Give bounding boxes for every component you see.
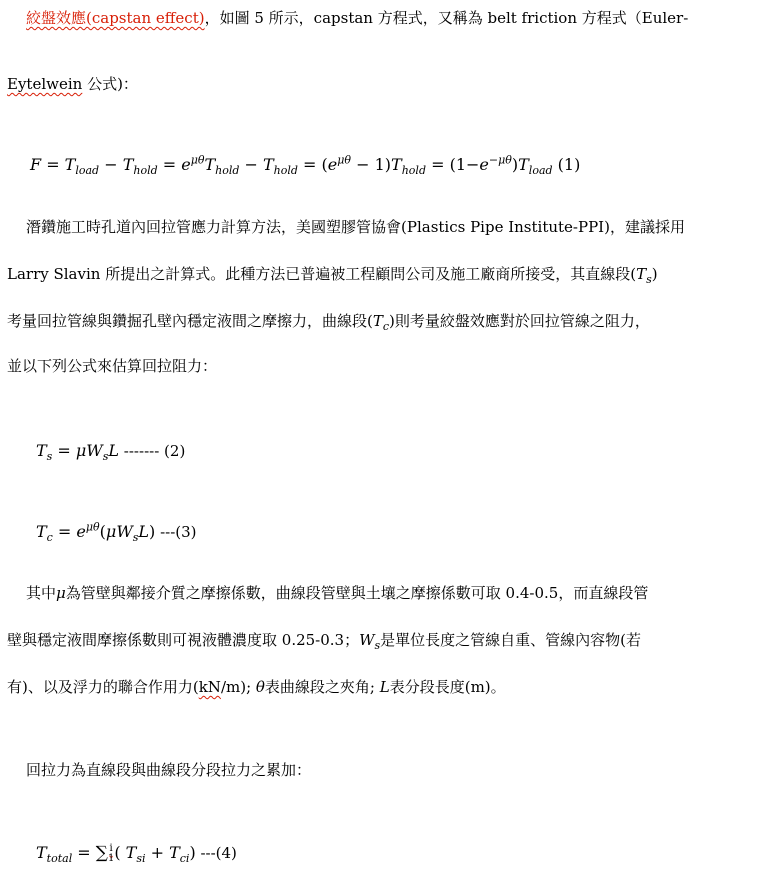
paragraph-1-line-2 (7, 74, 138, 94)
paragraph-4-line-1 (26, 760, 311, 780)
equation-4: $T_{total} = \sum\frac{i}{1}$( $T_{si} + T_{ci}$) ---(4) (36, 842, 237, 866)
paragraph-3-text-2b: 是單位長度之管線自重、管線內容物(若 (380, 631, 642, 649)
paragraph-2-line-1 (26, 217, 685, 237)
paragraph-3-text-3b: /m); (220, 678, 256, 696)
paragraph-3-line-3 (7, 677, 506, 697)
summation-symbol: ∑ (95, 843, 108, 863)
tc-symbol: $T_c$ (372, 312, 390, 333)
paragraph-1-text: ，如圖 5 所示，capstan 方程式，又稱為 belt friction 方程式（Euler- (204, 9, 689, 27)
paragraph-3-text-2a: 壁與穩定液間摩擦係數則可視液體濃度取 0.25-0.3； (7, 631, 360, 649)
eytelwein-name: Eytelwein (7, 75, 83, 93)
unit-kn: kN (198, 678, 221, 696)
capstan-term: 絞盤效應(capstan effect) (26, 9, 205, 27)
paragraph-2-line-2 (7, 264, 658, 284)
paragraph-3-text-1b: 為管壁與鄰接介質之摩擦係數，曲線段管壁與土壤之摩擦係數可取 0.4-0.5，而直線段管 (65, 584, 649, 602)
paragraph-3-text-1a: 其中 (26, 584, 57, 602)
paragraph-2-text-3a: 考量回拉管線與鑽掘孔壁內穩定液間之摩擦力，曲線段( (7, 312, 373, 330)
paragraph-4-text-1: 回拉力為直線段與曲線段分段拉力之累加： (26, 761, 312, 779)
paragraph-2-text-1: 潛鑽施工時孔道內回拉管應力計算方法，美國塑膠管協會(Plastics Pipe Institute-PPI)，建議採用 (26, 218, 685, 236)
mu-symbol: μ (56, 584, 66, 602)
summation-lower: 1 (107, 852, 115, 864)
paragraph-3-text-3d: 表分段長度(m)。 (389, 678, 506, 696)
equation-4-number: ---(4) (195, 844, 237, 862)
paragraph-3-line-1 (26, 583, 648, 603)
ws-symbol: $W_s$ (359, 631, 381, 652)
theta-symbol: θ (255, 678, 265, 696)
paragraph-2-line-4 (7, 356, 217, 376)
paragraph-2-line-3 (7, 311, 650, 331)
equation-3: $T_c = e^{\mu\theta}(\mu W_sL)$ ---(3) (36, 520, 197, 545)
paragraph-2-text-3b: )則考量絞盤效應對於回拉管線之阻力， (389, 312, 650, 330)
paragraph-1-line-1 (26, 8, 688, 28)
l-symbol: L (379, 678, 390, 696)
equation-3-number: ---(3) (155, 523, 197, 541)
paragraph-2-text-2: Larry Slavin 所提出之計算式。此種方法已普遍被工程顧問公司及施工廠商所接受，其直線段( (7, 265, 637, 283)
paragraph-2-text-4: 並以下列公式來估算回拉阻力： (7, 357, 218, 375)
paragraph-3-line-2 (7, 630, 641, 650)
equation-1-number: (1) (557, 155, 581, 174)
equation-1: $F = T_{load} - T_{hold} = e^{\mu\theta}T_{hold} - T_{hold} = (e^{\mu\theta} - 1)T_{hold} = (1-e^{-\mu\theta})T_{load}$ (1) (30, 153, 581, 178)
ts-symbol: $T_s$ (636, 265, 652, 286)
summation-upper: i (109, 842, 113, 854)
paragraph-1-tail: 公式)： (82, 75, 138, 93)
paragraph-2-text-2-end: ) (651, 265, 658, 283)
equation-2-number: ------- (2) (119, 442, 186, 460)
paragraph-3-text-3c: 表曲線段之夾角; (264, 678, 380, 696)
paragraph-3-text-3a: 有)、以及浮力的聯合作用力( (7, 678, 199, 696)
equation-2: $T_s = \mu W_sL$ ------- (2) (36, 441, 186, 464)
